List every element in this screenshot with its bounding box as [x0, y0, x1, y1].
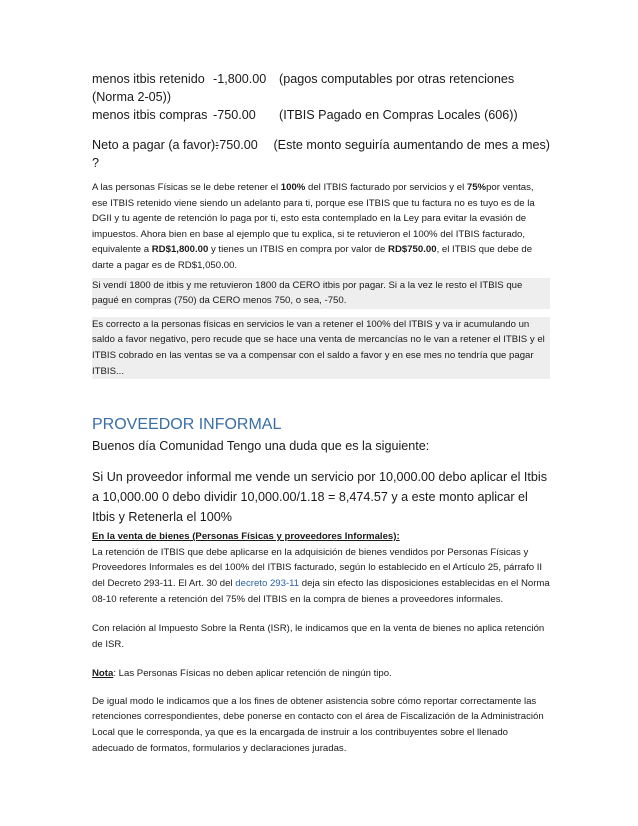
- text-segment: por ventas, ese ITBIS retenido viene siendo un adelanto para ti, porque ese ITBIS que tu factura no es tuyo es de la DGII y tu agente de retención lo paga por ti, esto esta contemplado en la Ley para evitar la evasión de impuestos. Ahora bien en base al ejemplo que tu explica, si te retuvieron el 100% del ITBIS facturado, equivalente a: [92, 182, 535, 256]
- row-label: menos itbis retenido: [92, 72, 205, 86]
- text-segment: A las personas Físicas se le debe retener el: [92, 182, 281, 193]
- row-value: -1,800.00: [213, 72, 267, 86]
- bold-text: RD$1,800.00: [151, 244, 209, 256]
- row-label: menos itbis compras: [92, 108, 208, 122]
- note-paragraph: [92, 666, 550, 682]
- table-row: [92, 106, 550, 124]
- row-value: -750.00: [215, 138, 258, 152]
- explanation-paragraph: [92, 180, 550, 274]
- closing-paragraph: De igual modo le indicamos que a los fines de obtener asistencia sobre cómo reportar correctamente las retenciones correspondientes, debe ponerse en contacto con el área de Fiscalización de la Administración Local que le corresponda, ya que es la encargada de instruir a los contribuyentes sobre el llenado adecuado de formatos, formularios y declaraciones juradas.: [92, 695, 544, 754]
- isr-paragraph: Con relación al Impuesto Sobre la Renta (ISR), le indicamos que en la venta de bienes no aplica retención de ISR.: [92, 623, 545, 650]
- text-segment: La retención de ITBIS que debe aplicarse en la adquisición de bienes vendidos por Personas Físicas y Proveedores Informales es del 100% del ITBIS facturado, según lo establecido en el Artículo 25, párrafo II del Decreto 293-11. El Art. 30 del: [92, 546, 543, 589]
- answer-heading-text: En la venta de bienes (Personas Físicas y proveedores Informales):: [92, 531, 400, 543]
- row-note-continuation: ?: [92, 156, 100, 170]
- table-row: [92, 136, 550, 154]
- question-text: Si Un proveedor informal me vende un servicio por 10,000.00 debo aplicar el Itbis a 10,000.00 0 debo dividir 10,000.00/1.18 = 8,474.57 y a este monto aplicar el Itbis y Retenerla el 100%: [92, 470, 548, 525]
- bold-text: 75%: [466, 182, 487, 193]
- row-note-continuation: (Norma 2-05)): [92, 90, 172, 104]
- answer-paragraph: [92, 545, 550, 607]
- row-note: (ITBIS Pagado en Compras Locales (606)): [279, 108, 518, 122]
- calculation-table: [92, 70, 550, 172]
- row-note: (Este monto seguiría aumentando de mes a mes): [273, 138, 550, 152]
- text-segment: y tienes un ITBIS en compra por valor de: [208, 244, 389, 256]
- comment-paragraph: Si vendí 1800 de itbis y me retuvieron 1800 da CERO itbis por pagar. Si a la vez le resto el ITBIS que pagué en compras (750) da CERO menos 750, o sea, -750.: [92, 278, 550, 309]
- note-text: : Las Personas Físicas no deben aplicar retención de ningún tipo.: [113, 668, 392, 680]
- row-note: (pagos computables por otras retenciones: [279, 72, 515, 86]
- row-label: Neto a pagar (a favor):: [92, 138, 219, 152]
- text-segment: del ITBIS facturado por servicios y el: [305, 182, 467, 193]
- section-title: PROVEEDOR INFORMAL: [92, 416, 282, 434]
- question-intro: Buenos día Comunidad Tengo una duda que es la siguiente:: [92, 439, 430, 454]
- decree-link[interactable]: decreto 293-11: [235, 577, 300, 589]
- row-value: -750.00: [213, 108, 256, 122]
- table-row: [92, 70, 550, 88]
- reply-paragraph: Es correcto a la personas físicas en servicios le van a retener el 100% del ITBIS y va ir acumulando un saldo a favor negativo, pero recude que se hace una venta de mercancías no le van a retener el ITBIS y el ITBIS cobrado en las ventas se va a compensar con el saldo a favor y en ese mes no tendría que pagar ITBIS...: [92, 317, 550, 379]
- bold-text: 100%: [280, 182, 306, 193]
- text-segment: deja sin efecto las disposiciones establecidas en el Norma 08-10 referente a retención del 75% del ITBIS en la compra de bienes a proveedores informales.: [92, 577, 550, 605]
- answer-heading: [92, 529, 550, 545]
- bold-text: RD$750.00: [388, 244, 437, 256]
- text-segment: , el ITBIS que debe de darte a pagar es de RD$1,050.00.: [92, 244, 533, 271]
- note-label: Nota: [92, 668, 114, 680]
